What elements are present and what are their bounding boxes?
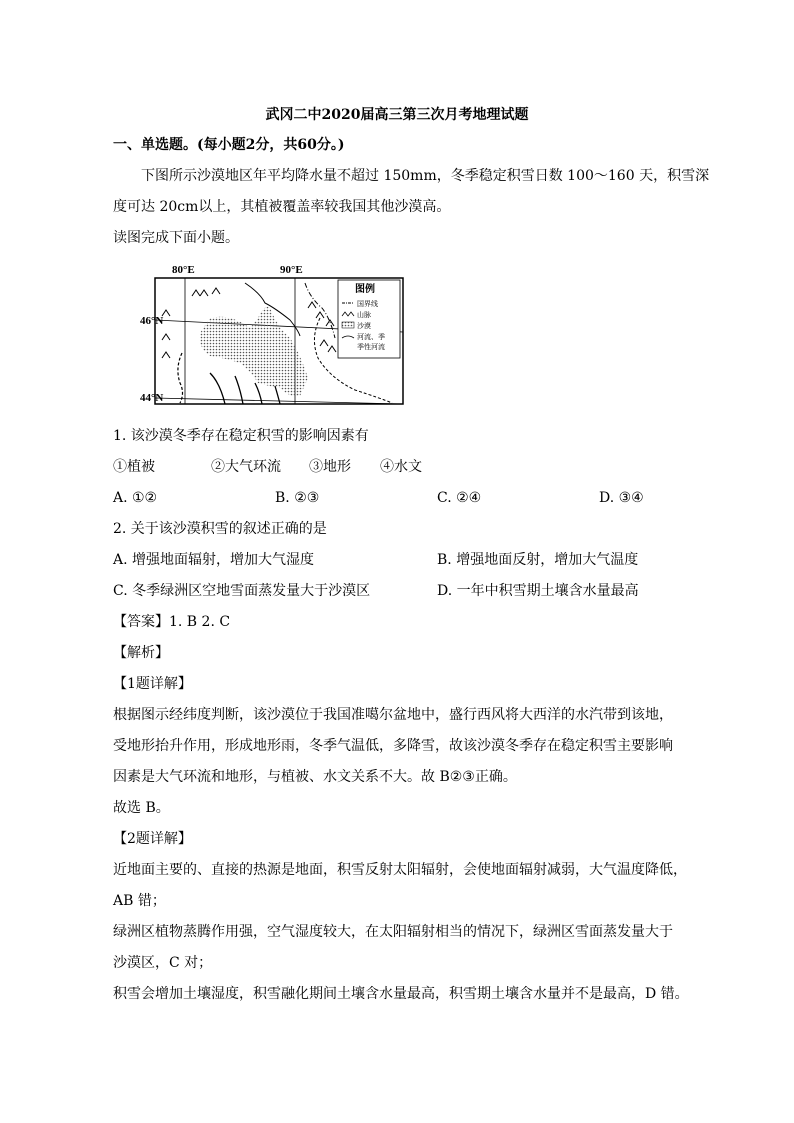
d2-line-1: 近地面主要的、直接的热源是地面，积雪反射太阳辐射，会使地面辐射减弱，大气温度降低，	[113, 862, 687, 878]
d1-conclusion: 故选 B。	[113, 800, 170, 816]
legend-item-mountain: 山脉	[357, 311, 371, 319]
d2-line-5: 积雪会增加土壤湿度，积雪融化期间土壤含水量最高，积雪期土壤含水量并不是最高，D 错。	[113, 986, 689, 1002]
d2-line-4: 沙漠区，C 对；	[113, 955, 213, 971]
legend-desert-symbol	[342, 322, 354, 328]
q1-item-2: ②大气环流	[211, 459, 281, 475]
q1-option-a[interactable]: A. ①②	[113, 490, 158, 506]
q1-option-d[interactable]: D. ③④	[599, 490, 644, 506]
legend-item-river-2: 季性河流	[357, 343, 385, 351]
national-border	[305, 283, 335, 338]
d1-line-2: 受地形抬升作用，形成地形雨，冬季气温低，多降雪，故该沙漠冬季存在稳定积雪主要影响	[113, 738, 673, 754]
lon-label-80: 80°E	[172, 264, 195, 276]
intro-line-2: 度可达 20cm以上，其植被覆盖率较我国其他沙漠高。	[113, 199, 451, 215]
intro-line-1: 下图所示沙漠地区年平均降水量不超过 150mm，冬季稳定积雪日数 100～160 天，积雪深	[141, 168, 710, 184]
q2-stem: 2. 关于该沙漠积雪的叙述正确的是	[113, 521, 327, 537]
legend-item-desert: 沙漠	[357, 322, 371, 330]
desert-map	[140, 258, 410, 408]
q2-option-b[interactable]: B. 增强地面反射，增加大气温度	[437, 552, 639, 568]
river-west	[178, 353, 183, 403]
d1-heading: 【1题详解】	[113, 676, 192, 692]
legend-title: 图例	[355, 284, 375, 295]
q1-option-b[interactable]: B. ②③	[275, 490, 320, 506]
q1-option-c[interactable]: C. ②④	[437, 490, 482, 506]
answer-line: 【答案】1. B 2. C	[113, 614, 231, 630]
q2-option-c[interactable]: C. 冬季绿洲区空地雪面蒸发量大于沙漠区	[113, 583, 371, 599]
legend-item-river: 河流、季	[357, 333, 385, 341]
q1-item-1: ①植被	[113, 459, 155, 475]
d2-heading: 【2题详解】	[113, 831, 192, 847]
legend-item-border: 国界线	[357, 300, 378, 308]
q1-item-3: ③地形	[309, 459, 351, 475]
q1-item-4: ④水文	[380, 459, 422, 475]
section-heading: 一、单选题。(每小题2分，共60分。)	[113, 137, 345, 153]
d1-line-1: 根据图示经纬度判断，该沙漠位于我国准噶尔盆地中，盛行西风将大西洋的水汽带到该地，	[113, 707, 673, 723]
q1-stem: 1. 该沙漠冬季存在稳定积雪的影响因素有	[113, 428, 369, 444]
lat-label-44: 44°N	[140, 392, 164, 404]
d2-line-2: AB 错；	[113, 893, 166, 909]
desert-area	[200, 307, 308, 397]
analysis-label: 【解析】	[113, 645, 169, 661]
q2-option-a[interactable]: A. 增强地面辐射，增加大气湿度	[113, 552, 315, 568]
page-title: 武冈二中2020届高三第三次月考地理试题	[265, 107, 529, 123]
d1-line-3: 因素是大气环流和地形，与植被、水文关系不大。故 B②③正确。	[113, 769, 517, 785]
lon-label-90: 90°E	[280, 264, 303, 276]
intro-line-3: 读图完成下面小题。	[113, 230, 239, 246]
q2-option-d[interactable]: D. 一年中积雪期土壤含水量最高	[437, 583, 639, 599]
lat-label-46: 46°N	[140, 315, 164, 327]
d2-line-3: 绿洲区植物蒸腾作用强，空气湿度较大，在太阳辐射相当的情况下，绿洲区雪面蒸发量大于	[113, 924, 673, 940]
